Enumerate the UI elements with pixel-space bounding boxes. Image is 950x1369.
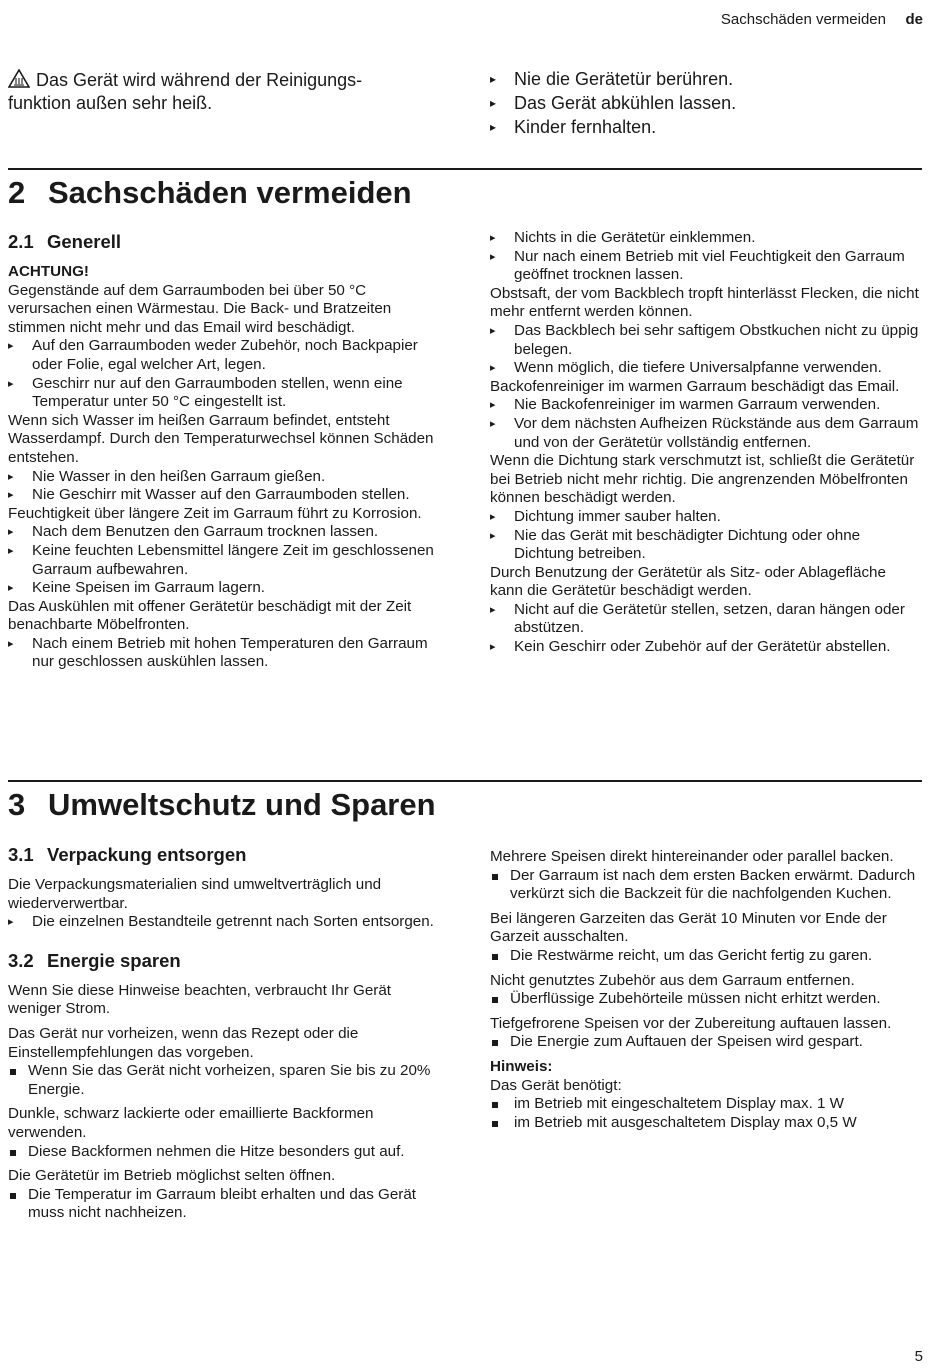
paragraph: Wenn sich Wasser im heißen Garraum befindet, entsteht Wasserdampf. Durch den Temperaturwechsel können Schäden entstehen. — [8, 411, 434, 466]
list-item: ▸ Dichtung immer sauber halten. — [490, 508, 920, 527]
section-2-left-column — [8, 230, 448, 672]
subsection-heading: 3.1 Verpackung entsorgen — [8, 844, 247, 865]
section-divider — [8, 168, 922, 170]
paragraph: Wenn Sie diese Hinweise beachten, verbraucht Ihr Gerät weniger Strom. — [8, 981, 391, 1018]
paragraph: Wenn die Dichtung stark verschmutzt ist, schließt die Gerätetür bei Betrieb nicht mehr richtig. Die angrenzenden Möbelfronten können beschädigt werden. — [490, 452, 915, 507]
paragraph: Das Gerät nur vorheizen, wenn das Rezept oder die Einstellempfehlungen das vorgeben. — [8, 1024, 359, 1061]
section-2-heading — [8, 175, 412, 211]
subsection-heading: 3.2 Energie sparen — [8, 949, 181, 971]
section-number: 3 — [8, 787, 26, 822]
list-item: Der Garraum ist nach dem ersten Backen erwärmt. Dadurch verkürzt sich die Backzeit für die nachfolgenden Kuchen. — [490, 867, 920, 904]
list-item: ▸ Nie Wasser in den heißen Garraum gießen. — [8, 468, 448, 487]
section-divider — [8, 780, 922, 782]
section-title: Sachschäden vermeiden — [48, 175, 412, 210]
list-item: ▸ Nichts in die Gerätetür einklemmen. — [490, 229, 920, 248]
page-number: 5 — [914, 1348, 923, 1365]
paragraph: Die Verpackungsmaterialien sind umweltverträglich und wiederverwertbar. — [8, 876, 382, 912]
subsection-heading: 2.1 Generell — [8, 231, 122, 252]
list-item: Die Energie zum Auftauen der Speisen wird gespart. — [490, 1033, 920, 1052]
list-item: ▸ Nicht auf die Gerätetür stellen, setzen, daran hängen oder abstützen. — [490, 601, 920, 638]
list-item: ▸ Auf den Garraumboden weder Zubehör, noch Backpapier oder Folie, egal welcher Art, legen. — [8, 337, 448, 374]
list-item: Die Restwärme reicht, um das Gericht fertig zu garen. — [490, 947, 920, 966]
paragraph: Das Gerät benötigt: — [490, 1076, 622, 1094]
caution-label: ACHTUNG! — [8, 263, 89, 280]
paragraph: Bei längeren Garzeiten das Gerät 10 Minuten vor Ende der Garzeit ausschalten. — [490, 909, 887, 946]
list-item: ▸ Das Backblech bei sehr saftigem Obstkuchen nicht zu üppig belegen. — [490, 322, 920, 359]
section-3-heading — [8, 787, 436, 823]
list-item: ▸ Wenn möglich, die tiefere Universalpfanne verwenden. — [490, 359, 920, 378]
list-item: Überflüssige Zubehörteile müssen nicht erhitzt werden. — [490, 990, 920, 1009]
list-item: ▸ Nie das Gerät mit beschädigter Dichtung oder ohne Dichtung betreiben. — [490, 527, 920, 564]
list-item: ▸ Kinder fernhalten. — [490, 115, 920, 139]
list-item: ▸ Nach einem Betrieb mit hohen Temperaturen den Garraum nur geschlossen auskühlen lassen. — [8, 635, 448, 672]
language-code: de — [905, 11, 923, 28]
list-item: ▸ Nach dem Benutzen den Garraum trocknen lassen. — [8, 523, 448, 542]
list-item: im Betrieb mit eingeschaltetem Display max. 1 W — [490, 1095, 920, 1114]
list-item: ▸ Keine feuchten Lebensmittel längere Zeit im geschlossenen Garraum aufbewahren. — [8, 542, 448, 579]
list-item: ▸ Nie Backofenreiniger im warmen Garraum verwenden. — [490, 396, 920, 415]
list-item: Die Temperatur im Garraum bleibt erhalten und das Gerät muss nicht nachheizen. — [8, 1186, 448, 1223]
section-title: Umweltschutz und Sparen — [48, 787, 436, 822]
hot-surface-warning — [8, 69, 438, 115]
list-item: ▸ Keine Speisen im Garraum lagern. — [8, 579, 448, 598]
paragraph: Tiefgefrorene Speisen vor der Zubereitung auftauen lassen. — [490, 1014, 892, 1032]
running-header-title: Sachschäden vermeiden — [720, 11, 886, 28]
paragraph: Nicht genutztes Zubehör aus dem Garraum entfernen. — [490, 971, 855, 989]
list-item: ▸ Nur nach einem Betrieb mit viel Feuchtigkeit den Garraum geöffnet trocknen lassen. — [490, 248, 920, 285]
list-item: ▸ Kein Geschirr oder Zubehör auf der Gerätetür abstellen. — [490, 638, 920, 657]
paragraph: Das Auskühlen mit offener Gerätetür beschädigt mit der Zeit benachbarte Möbelfronten. — [8, 597, 412, 634]
paragraph: Dunkle, schwarz lackierte oder emaillierte Backformen verwenden. — [8, 1105, 374, 1141]
paragraph: Feuchtigkeit über längere Zeit im Garraum führt zu Korrosion. — [8, 504, 422, 522]
note-label: Hinweis: — [490, 1057, 553, 1075]
list-item: im Betrieb mit ausgeschaltetem Display max 0,5 W — [490, 1114, 920, 1133]
list-item: ▸ Nie die Gerätetür berühren. — [490, 67, 920, 91]
paragraph: Backofenreiniger im warmen Garraum beschädigt das Email. — [490, 377, 900, 395]
list-item: Wenn Sie das Gerät nicht vorheizen, sparen Sie bis zu 20% Energie. — [8, 1062, 448, 1099]
list-item: ▸ Das Gerät abkühlen lassen. — [490, 91, 920, 115]
list-item: ▸ Geschirr nur auf den Garraumboden stellen, wenn eine Temperatur unter 50 °C eingestellt ist. — [8, 375, 448, 412]
hot-surface-warning-icon — [8, 69, 30, 88]
section-2-right-column — [490, 229, 920, 657]
section-3-right-column — [490, 848, 920, 1132]
warning-bullets — [490, 67, 920, 139]
list-item: Diese Backformen nehmen die Hitze besonders gut auf. — [8, 1143, 448, 1162]
list-item: ▸ Die einzelnen Bestandteile getrennt nach Sorten entsorgen. — [8, 913, 448, 932]
section-3-left-column — [8, 843, 448, 1223]
section-number: 2 — [8, 175, 26, 210]
paragraph: Die Gerätetür im Betrieb möglichst selten öffnen. — [8, 1167, 336, 1185]
paragraph: Gegenstände auf dem Garraumboden bei über 50 °C verursachen einen Wärmestau. Die Back- und Bratzeiten stimmen nicht mehr und das Email wird beschädigt. — [8, 281, 392, 336]
list-item: ▸ Vor dem nächsten Aufheizen Rückstände aus dem Garraum und von der Gerätetür vollständig entfernen. — [490, 415, 920, 452]
warning-text: Das Gerät wird während der Reinigungs- funktion außen sehr heiß. — [8, 70, 363, 113]
paragraph: Durch Benutzung der Gerätetür als Sitz- oder Ablagefläche kann die Gerätetür beschädigt werden. — [490, 563, 886, 600]
list-item: ▸ Nie Geschirr mit Wasser auf den Garraumboden stellen. — [8, 486, 448, 505]
paragraph: Obstsaft, der vom Backblech tropft hinterlässt Flecken, die nicht mehr entfernt werden können. — [490, 284, 919, 321]
paragraph: Mehrere Speisen direkt hintereinander oder parallel backen. — [490, 848, 894, 865]
